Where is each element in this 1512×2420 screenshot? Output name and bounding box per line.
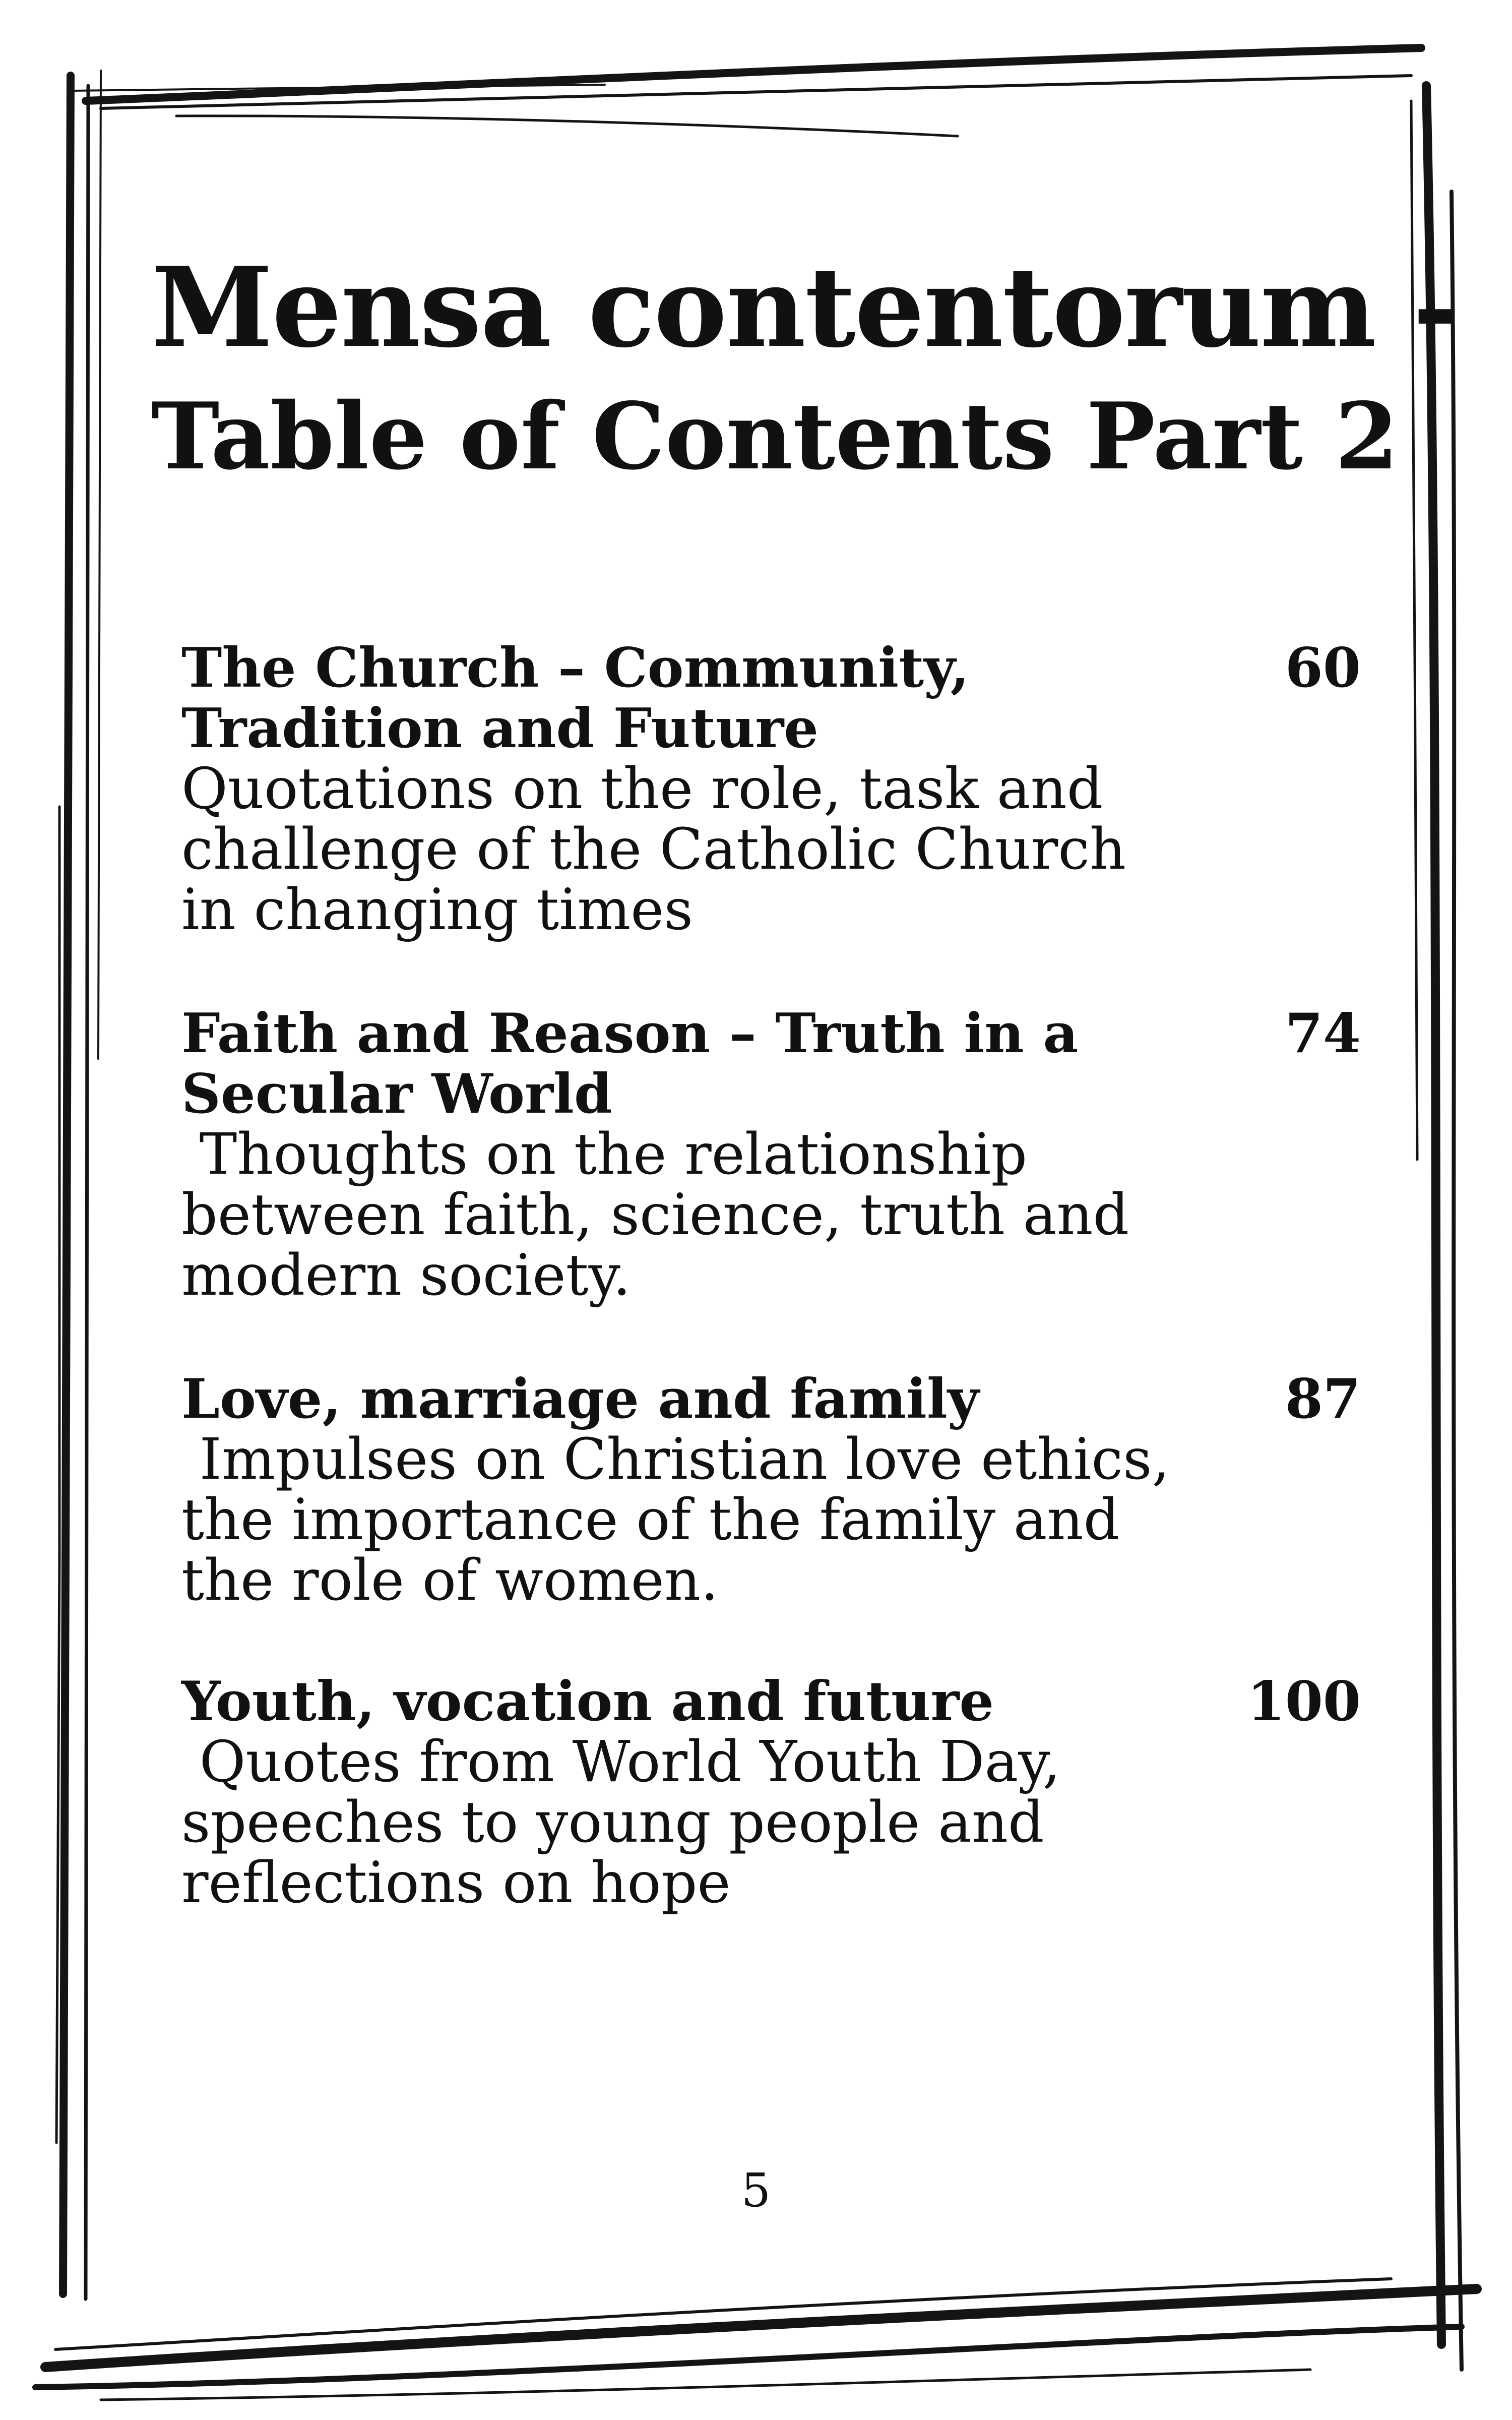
title-english: Table of Contents Part 2 [151,382,1399,490]
toc-entry [181,1670,1361,1916]
toc-entry [181,636,1361,943]
toc-entry-page-number: 74 [1285,1002,1361,1065]
toc-entry-description: Thoughts on the relationship between faith, science, truth and modern society. [181,1122,1147,1308]
toc-entry-heading: Faith and Reason – Truth in a Secular World [181,1002,1079,1126]
toc-entry-heading: Love, marriage and family [181,1367,979,1431]
toc-entry-page-number: 60 [1285,636,1361,700]
toc-entry-page-number: 87 [1285,1367,1361,1431]
toc-entry [181,1369,1361,1611]
toc-entry-page-number: 100 [1247,1670,1361,1733]
page-number: 5 [741,2163,771,2217]
page-title [151,242,1458,494]
toc-entry-description: Quotes from World Youth Day, speeches to young people and reflections on hope [181,1729,1079,1916]
toc-entry-heading: Youth, vocation and future [181,1670,994,1733]
toc-entry-description: Quotations on the role, task and challenge of the Catholic Church in changing times [181,756,1144,943]
title-latin: Mensa contentorum - [151,243,1458,372]
toc-entry-description: Impulses on Christian love ethics, the importance of the family and the role of women. [181,1427,1188,1613]
toc-entry [181,1003,1361,1306]
toc-entry-heading: The Church – Community, Tradition and Future [181,636,970,760]
